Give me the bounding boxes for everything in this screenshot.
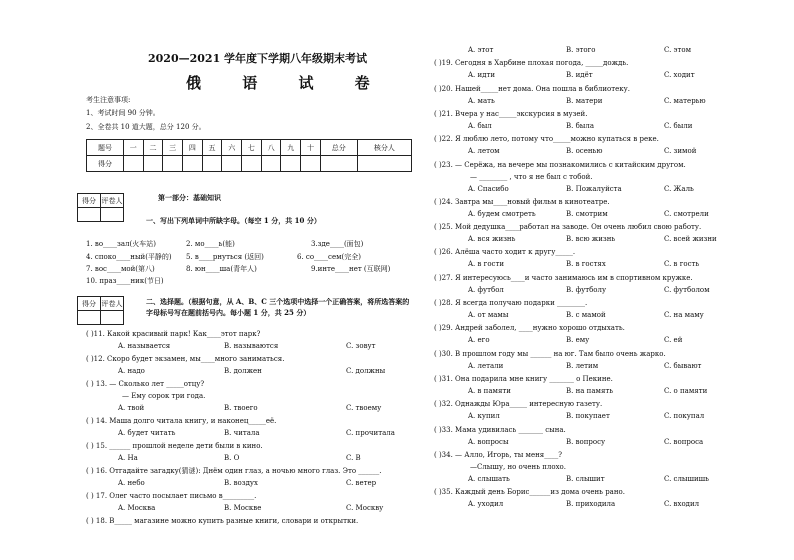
- answer-option: A. называется: [118, 342, 171, 350]
- question-text: ( )23. — Серёжа, на вечере мы познакомились с китайским другом.: [434, 160, 686, 169]
- answer-option: C. этом: [664, 46, 692, 54]
- question-text: ( )20. Нашей_____нет дома. Она пошла в библиотеку.: [434, 84, 630, 93]
- answer-option: C. смотрели: [664, 209, 709, 218]
- answer-option: C. покупал: [664, 412, 705, 421]
- answer-option: A. был: [468, 121, 492, 130]
- section1-title: 一、写出下列单词中所缺字母。（每空 1 分，共 10 分）: [146, 216, 321, 225]
- question-text: ( )21. Вчера у нас_____экскурсия в музей.: [434, 109, 588, 118]
- answer-option: A. идти: [468, 71, 496, 80]
- answer-option: B. идёт: [566, 71, 593, 80]
- question-text: ( )22. Я люблю лето, потому что_____можно купаться в реке.: [434, 135, 659, 144]
- answer-option: B. воздух: [224, 479, 258, 487]
- question-text-cont: —Слышу, но очень плохо.: [470, 462, 566, 471]
- answer-option: C. ветер: [346, 479, 377, 487]
- score-header-cell: 五: [202, 140, 222, 156]
- score-header-cell: 核分人: [357, 140, 411, 156]
- answer-option: A. вся жизнь: [468, 235, 516, 244]
- grader-reviewer-label: 评卷人: [101, 194, 124, 208]
- answer-option: A. слышать: [468, 474, 510, 483]
- answer-option: B. Москве: [224, 504, 262, 512]
- answer-option: B. О: [224, 454, 240, 462]
- score-row-label: 得分: [87, 156, 124, 172]
- answer-option: A. будем смотреть: [468, 209, 536, 218]
- score-cell: [320, 156, 357, 172]
- note-2: 2、全卷共 10 道大题，总分 120 分。: [86, 123, 206, 131]
- question-text: ( )11. Какой красивый парк! Как____этот парк?: [86, 330, 261, 338]
- score-header-cell: 八: [261, 140, 281, 156]
- answer-option: A. надо: [118, 367, 145, 375]
- answer-option: B. должен: [224, 367, 262, 375]
- answer-option: B. Пожалуйста: [566, 184, 622, 193]
- answer-option: A. Москва: [118, 504, 156, 512]
- section2-title: 二、选择题。（根据句意，从 A、B、C 三个选项中选择一个正确答案，将所选答案的字母标号写在题前括号内。每小题 1 分，共 25 分）: [146, 297, 410, 317]
- score-header-cell: 二: [143, 140, 163, 156]
- answer-option: B. матери: [566, 96, 603, 105]
- answer-option: B. приходила: [566, 500, 616, 509]
- question-text: ( )29. Андрей заболел, ____нужно хорошо отдыхать.: [434, 324, 625, 333]
- answer-option: A. летали: [468, 361, 504, 370]
- answer-option: A. будет читать: [118, 429, 176, 437]
- answer-option: B. вопросу: [566, 437, 606, 446]
- score-cell: [261, 156, 281, 172]
- fill-item-8: 8. юн____ша(青年人): [186, 265, 257, 273]
- answer-option: B. называются: [224, 342, 279, 350]
- answer-option: B. смотрим: [566, 209, 608, 218]
- score-cell: [202, 156, 222, 172]
- score-header-cell: 十: [301, 140, 321, 156]
- grader-box-1: [77, 193, 124, 222]
- answer-option: C. матерью: [664, 96, 706, 105]
- answer-option: A. летом: [468, 147, 500, 156]
- question-text: ( ) 18. В_____ магазине можно купить разные книги, словари и открытки.: [86, 517, 359, 525]
- score-cell: [301, 156, 321, 172]
- question-text: ( ) 14. Маша долго читала книгу, и наконец_____её.: [86, 417, 277, 425]
- fill-item-5: 5. в____рнуться (返回): [186, 253, 264, 261]
- answer-option: A. мать: [468, 96, 495, 105]
- fill-item-7: 7. вос____мой(第八): [86, 265, 155, 273]
- score-cell: [357, 156, 411, 172]
- fill-item-2: 2. мо____ь(能): [186, 240, 235, 248]
- score-cell: [163, 156, 183, 172]
- answer-option: A. в памяти: [468, 386, 511, 395]
- answer-option: C. были: [664, 121, 693, 130]
- fill-item-9: 9.инте____нет (互联网): [311, 265, 391, 273]
- question-text: ( )19. Сегодня в Харбине плохая погода, _____дождь.: [434, 59, 629, 68]
- answer-option: B. летим: [566, 361, 599, 370]
- answer-option: C. Москву: [346, 504, 384, 512]
- answer-option: B. ему: [566, 336, 590, 345]
- score-header-cell: 七: [242, 140, 262, 156]
- question-text: ( )24. Завтра мы____новый фильм в кинотеатре.: [434, 197, 610, 206]
- question-text-cont: — ________ , что я не был с тобой.: [470, 172, 593, 181]
- answer-option: C. твоему: [346, 404, 382, 412]
- question-text: ( )25. Мой дедушка____работал на заводе. Он очень любил свою работу.: [434, 223, 702, 232]
- answer-option: A. Спасибо: [468, 184, 509, 193]
- answer-option: C. В: [346, 454, 361, 462]
- score-cell: [182, 156, 202, 172]
- answer-option: C. прочитала: [346, 429, 395, 437]
- answer-option: C. должны: [346, 367, 386, 375]
- fill-item-6: 6. со____сем(完全): [297, 253, 362, 261]
- question-text: ( )28. Я всегда получаю подарки ________.: [434, 299, 588, 307]
- answer-option: C. ходит: [664, 71, 695, 80]
- score-cell: [123, 156, 143, 172]
- score-header-cell: 三: [163, 140, 183, 156]
- grader-box-2: [77, 296, 124, 325]
- part1-title: 第一部分：基础知识: [158, 193, 221, 202]
- answer-option: C. входил: [664, 500, 700, 509]
- answer-option: A. уходил: [468, 500, 504, 509]
- answer-option: C. всей жизни: [664, 235, 717, 244]
- score-cell: [281, 156, 301, 172]
- answer-option: B. осенью: [566, 147, 603, 156]
- fill-item-1: 1. во____зал(火车站): [86, 240, 156, 248]
- fill-item-3: 3.зде____(面包): [311, 240, 364, 248]
- question-text: ( )32. Однажды Юра_____ интересную газету.: [434, 400, 603, 409]
- answer-option: C. бывают: [664, 361, 702, 370]
- answer-option: A. На: [118, 454, 138, 462]
- answer-option: B. покупает: [566, 412, 610, 421]
- score-header-cell: 题号: [87, 140, 124, 156]
- question-text: ( ) 15. ______ прошлой неделе дети были в кино.: [86, 442, 263, 450]
- answer-option: B. слышит: [566, 474, 605, 483]
- question-text: ( )12. Скоро будет экзамен, мы____много заниматься.: [86, 355, 285, 363]
- answer-option: B. твоего: [224, 404, 258, 412]
- score-header-cell: 总分: [320, 140, 357, 156]
- answer-option: A. этот: [468, 46, 494, 54]
- answer-option: C. футболом: [664, 285, 710, 294]
- score-header-cell: 四: [182, 140, 202, 156]
- fill-item-4: 4. споко____ный(平静的): [86, 253, 172, 261]
- question-text: ( )33. Мама удивилась _______ сына.: [434, 425, 566, 434]
- grader-reviewer-label: 评卷人: [101, 297, 124, 311]
- answer-option: B. читала: [224, 429, 260, 437]
- answer-option: B. этого: [566, 46, 596, 54]
- score-header-cell: 六: [222, 140, 242, 156]
- answer-option: B. с мамой: [566, 311, 606, 319]
- answer-option: A. футбол: [468, 285, 504, 294]
- answer-option: B. была: [566, 121, 594, 130]
- answer-option: A. от мамы: [468, 311, 509, 319]
- score-cell: [143, 156, 163, 172]
- question-text: ( )27. Я интересуюсь____и часто занимаюсь им в спортивном кружке.: [434, 273, 693, 282]
- answer-option: C. о памяти: [664, 386, 708, 395]
- score-header-cell: 一: [123, 140, 143, 156]
- question-text: ( )34. — Алло, Игорь, ты меня____?: [434, 450, 562, 459]
- grader-score-label: 得分: [78, 194, 101, 208]
- answer-option: B. в гостях: [566, 260, 606, 269]
- answer-option: A. небо: [118, 479, 145, 487]
- answer-option: C. слышишь: [664, 474, 709, 483]
- note-1: 1、考试时间 90 分钟。: [86, 109, 160, 117]
- subject-title: 俄 语 试 卷: [186, 74, 388, 92]
- score-header-cell: 九: [281, 140, 301, 156]
- question-text: ( ) 16. Отгадайте загадку(猜谜): Днём один глаз, а ночью много глаз. Это ______.: [86, 467, 382, 475]
- answer-option: A. в гости: [468, 260, 505, 269]
- answer-option: C. Жаль: [664, 184, 694, 193]
- answer-option: A. его: [468, 336, 490, 345]
- answer-option: C. на маму: [664, 311, 704, 319]
- grader-score-label: 得分: [78, 297, 101, 311]
- question-text: ( )35. Каждый день Борис______из дома очень рано.: [434, 488, 625, 497]
- question-text: ( )31. Она подарила мне книгу _______ о Пекине.: [434, 374, 613, 383]
- answer-option: B. всю жизнь: [566, 235, 616, 244]
- question-text: ( ) 13. — Сколько лет _____отцу?: [86, 380, 205, 388]
- notes-title: 考生注意事项:: [86, 96, 131, 104]
- score-table: [86, 139, 412, 172]
- question-text: ( )30. В прошлом году мы ______ на юг. Там было очень жарко.: [434, 349, 666, 358]
- answer-option: A. купил: [468, 412, 500, 421]
- answer-option: C. зимой: [664, 147, 697, 156]
- question-text-cont: — Ему сорок три года.: [122, 392, 206, 400]
- answer-option: C. зовут: [346, 342, 376, 350]
- exam-title: 2020—2021 学年度下学期八年级期末考试: [148, 52, 368, 65]
- answer-option: C. ей: [664, 336, 683, 345]
- fill-item-10: 10. праз____ник(节日): [86, 277, 164, 285]
- question-text: ( )26. Алёша часто ходит к другу_____.: [434, 248, 576, 257]
- answer-option: A. вопросы: [468, 437, 509, 446]
- score-cell: [242, 156, 262, 172]
- answer-option: B. на память: [566, 386, 614, 395]
- answer-option: C. вопроса: [664, 437, 704, 446]
- question-text: ( ) 17. Олег часто посылает письмо в_________.: [86, 492, 257, 500]
- answer-option: A. твой: [118, 404, 145, 412]
- answer-option: B. футболу: [566, 285, 607, 294]
- answer-option: C. в гость: [664, 260, 700, 269]
- score-cell: [222, 156, 242, 172]
